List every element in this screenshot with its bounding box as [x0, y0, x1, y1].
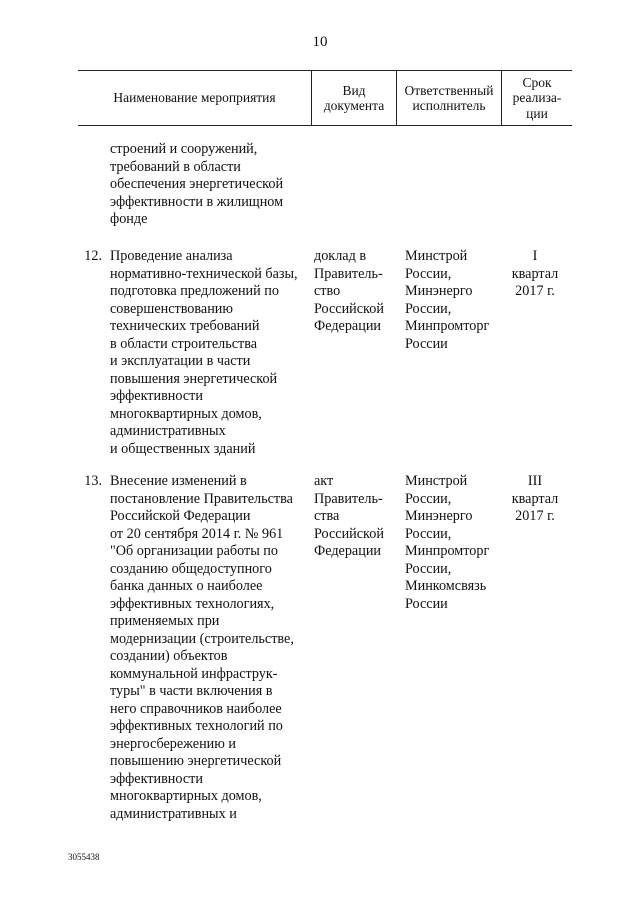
- row-name: Проведение анализа нормативно-технической базы, подготовка предложений по совершенствованию технических требований в области строительства и эксплуатации в части повышения энергетической эффективности многоквартирных домов, административных и общественных зданий: [110, 248, 298, 457]
- row-number: 12.: [84, 248, 102, 264]
- header-deadline-label: Срок реализа- ции: [512, 74, 562, 121]
- row-deadline: III квартал 2017 г.: [511, 473, 559, 524]
- row-doc-type: доклад в Правитель- ство Российской Федерации: [314, 248, 384, 334]
- header-responsible: [397, 71, 501, 125]
- header-deadline: [502, 71, 572, 125]
- row-doc-type: акт Правитель- ства Российской Федерации: [314, 473, 384, 559]
- header-responsible-label: Ответственный исполнитель: [404, 82, 494, 113]
- header-name: Наименование мероприятия: [113, 90, 276, 106]
- continuation-name: строений и сооружений, требований в области обеспечения энергетической эффективности в жилищном фонде: [110, 141, 284, 227]
- row-responsible: Минстрой России, Минэнерго России, Минпромторг России: [405, 248, 490, 352]
- document-code: 3055438: [68, 852, 100, 862]
- header-doc-type-label: Вид документа: [323, 82, 385, 113]
- row-deadline: I квартал 2017 г.: [511, 248, 559, 299]
- header-doc-type: [312, 71, 396, 125]
- row-name: Внесение изменений в постановление Правительства Российской Федерации от 20 сентября 2014 г. № 961 "Об организации работы по созданию общедоступного банка данных о наиболее эффективных технологиях, применяемых при модернизации (строительстве, создании) объектов коммунальной инфраструк- туры" в части включения в него справочников наиболее эффективных технологий по энергосбережению и повышению энергетической эффективности многоквартирных домов, административных и: [110, 473, 294, 822]
- row-number: 13.: [84, 473, 102, 489]
- page-number: 10: [312, 34, 328, 50]
- row-responsible: Минстрой России, Минэнерго России, Минпромторг России, Минкомсвязь России: [405, 473, 490, 612]
- table-header-rule: [78, 125, 572, 126]
